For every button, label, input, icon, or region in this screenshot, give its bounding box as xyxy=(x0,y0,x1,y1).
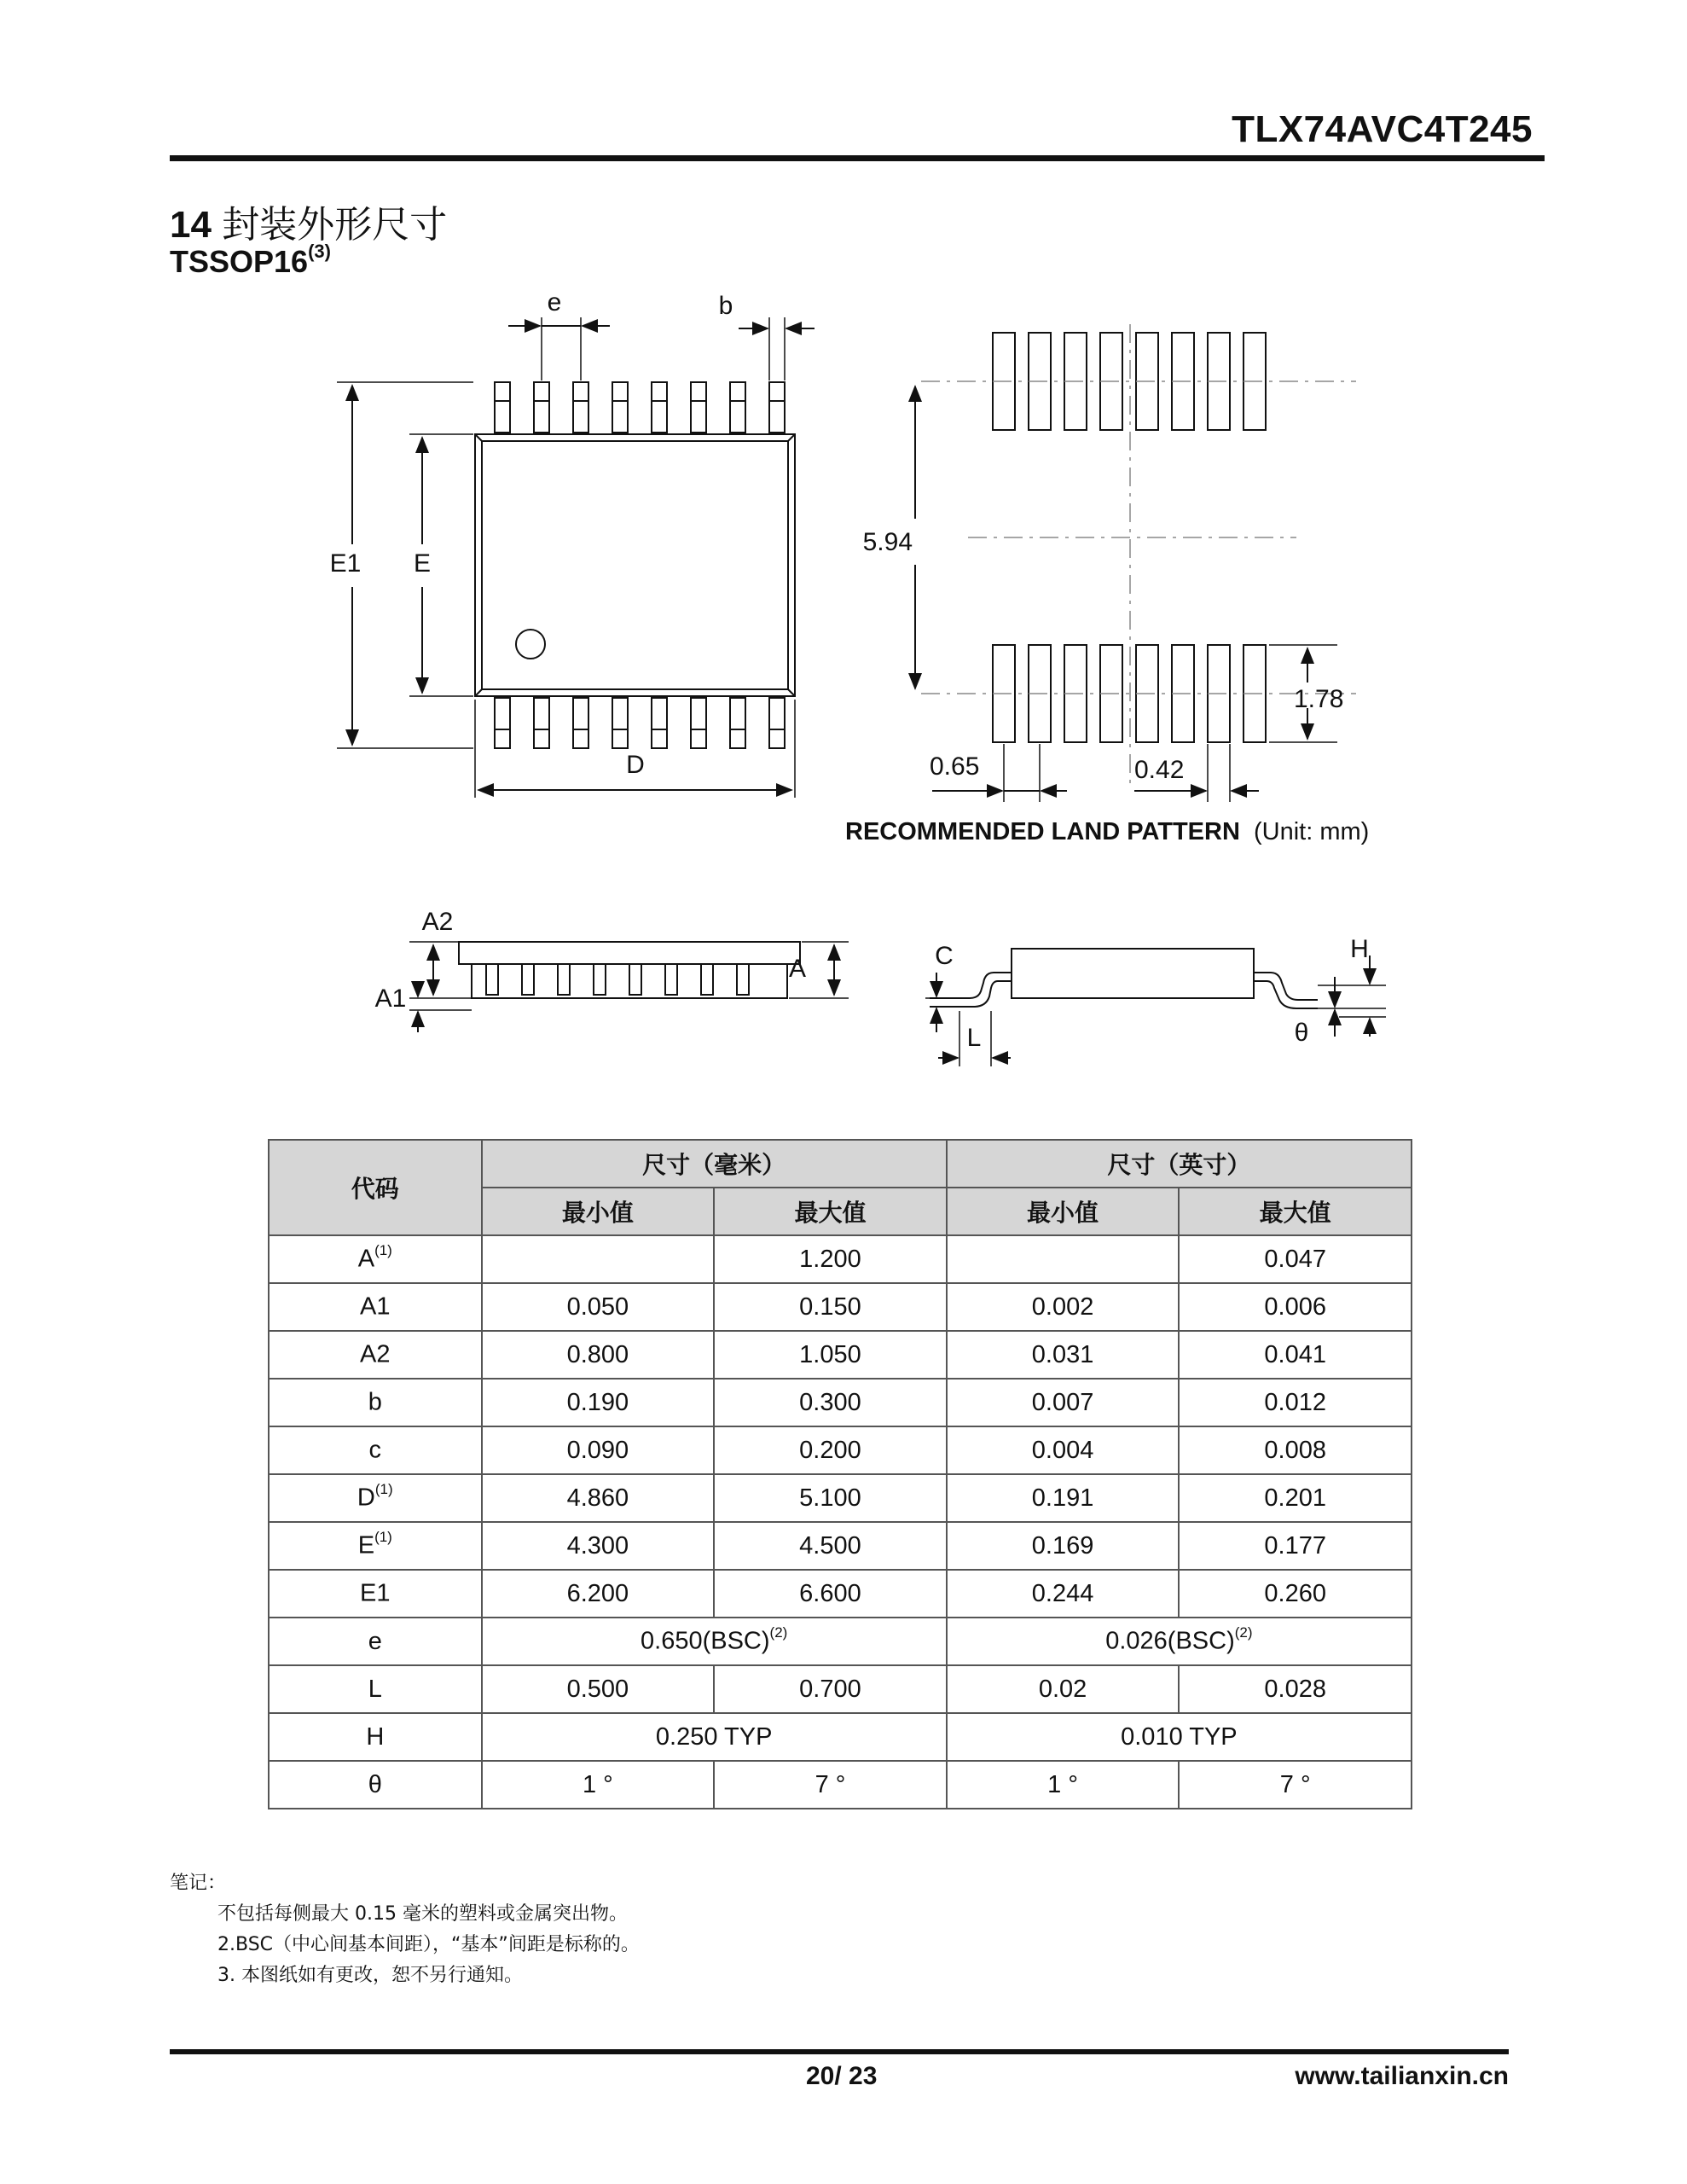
label-D: D xyxy=(626,751,645,779)
lead-detail-view xyxy=(925,949,1386,1066)
inch-max-cell: 0.008 xyxy=(1179,1426,1412,1474)
land-pattern-caption-unit: (Unit: mm) xyxy=(1253,818,1370,845)
mm-max-cell: 0.300 xyxy=(714,1379,947,1426)
code-cell: c xyxy=(269,1426,482,1474)
inch-max-cell: 0.028 xyxy=(1179,1665,1412,1713)
mm-max-cell: 7 ° xyxy=(714,1761,947,1809)
code-header: 代码 xyxy=(269,1140,482,1235)
mm-min-cell: 6.200 xyxy=(482,1570,715,1618)
inch-min-cell: 0.004 xyxy=(947,1426,1180,1474)
page-number: 20/ 23 xyxy=(806,2062,878,2090)
mm-max-cell: 0.200 xyxy=(714,1426,947,1474)
mm-max-cell: 0.700 xyxy=(714,1665,947,1713)
table-row xyxy=(269,1618,1412,1665)
inch-max-cell: 0.177 xyxy=(1179,1522,1412,1570)
table-row xyxy=(269,1331,1412,1379)
code-cell: $E^{(1)}$ xyxy=(269,1522,482,1570)
inch-max-cell: 0.047 xyxy=(1179,1235,1412,1283)
mm-max-header: 最大值 xyxy=(714,1188,947,1235)
table-row xyxy=(269,1522,1412,1570)
mm-max-cell: 1.050 xyxy=(714,1331,947,1379)
mm-min-cell: 0.800 xyxy=(482,1331,715,1379)
footer-rule xyxy=(170,2049,1509,2054)
inch-header: 尺寸（英寸） xyxy=(947,1140,1412,1188)
code-cell: H xyxy=(269,1713,482,1761)
mm-merged-cell: 0.250 TYP xyxy=(482,1713,947,1761)
code-cell: $A^{(1)}$ xyxy=(269,1235,482,1283)
inch-min-cell: 0.031 xyxy=(947,1331,1180,1379)
inch-min-cell: 0.169 xyxy=(947,1522,1180,1570)
code-cell: $D^{(1)}$ xyxy=(269,1474,482,1522)
label-e: e xyxy=(547,288,562,317)
section-title-text: 封装外形尺寸 xyxy=(222,203,448,247)
land-pattern xyxy=(915,324,1356,802)
label-H: H xyxy=(1350,935,1369,963)
land-pattern-caption-bold: RECOMMENDED LAND PATTERN xyxy=(845,818,1240,845)
inch-max-header: 最大值 xyxy=(1179,1188,1412,1235)
label-theta: θ xyxy=(1294,1019,1309,1047)
inch-max-cell: 0.041 xyxy=(1179,1331,1412,1379)
code-cell: A1 xyxy=(269,1283,482,1331)
mm-min-cell: 0.500 xyxy=(482,1665,715,1713)
table-row xyxy=(269,1235,1412,1283)
mm-header: 尺寸（毫米） xyxy=(482,1140,947,1188)
website-link[interactable]: www.tailianxin.cn xyxy=(1295,2062,1509,2090)
inch-min-cell: 1 ° xyxy=(947,1761,1180,1809)
code-cell: b xyxy=(269,1379,482,1426)
inch-max-cell: 0.260 xyxy=(1179,1570,1412,1618)
label-A: A xyxy=(788,955,807,983)
mm-merged-cell: 0.650(BSC)$^{(2)}$ xyxy=(482,1618,947,1665)
mm-min-header: 最小值 xyxy=(482,1188,715,1235)
table-header-row xyxy=(269,1140,1412,1188)
table-row xyxy=(269,1761,1412,1809)
inch-max-cell: 0.201 xyxy=(1179,1474,1412,1522)
mm-max-cell: 4.500 xyxy=(714,1522,947,1570)
table-row xyxy=(269,1283,1412,1331)
label-A1: A1 xyxy=(374,985,407,1013)
code-cell: θ xyxy=(269,1761,482,1809)
mm-min-cell: 4.860 xyxy=(482,1474,715,1522)
inch-max-cell: 0.006 xyxy=(1179,1283,1412,1331)
code-cell: e xyxy=(269,1618,482,1665)
label-E1: E1 xyxy=(329,549,362,578)
notes xyxy=(170,1868,640,1991)
notes-title: 笔记： xyxy=(170,1873,227,1894)
mm-min-cell: 0.090 xyxy=(482,1426,715,1474)
mm-min-cell: 1 ° xyxy=(482,1761,715,1809)
package-name-text: TSSOP16 xyxy=(170,244,309,279)
inch-min-cell xyxy=(947,1235,1180,1283)
label-E: E xyxy=(413,549,432,578)
mm-max-cell: 5.100 xyxy=(714,1474,947,1522)
mm-min-cell: 4.300 xyxy=(482,1522,715,1570)
note-item: 2.BSC（中心间基本间距），“基本”间距是标称的。 xyxy=(217,1934,640,1955)
table-row xyxy=(269,1474,1412,1522)
note-item: 3. 本图纸如有更改，恕不另行通知。 xyxy=(217,1965,523,1986)
label-042: 0.42 xyxy=(1134,756,1185,784)
label-178: 1.78 xyxy=(1294,685,1344,713)
table-body xyxy=(269,1235,1412,1809)
label-065: 0.65 xyxy=(930,752,980,781)
inch-min-cell: 0.007 xyxy=(947,1379,1180,1426)
code-cell: A2 xyxy=(269,1331,482,1379)
label-L: L xyxy=(966,1024,982,1052)
inch-min-cell: 0.244 xyxy=(947,1570,1180,1618)
part-number: TLX74AVC4T245 xyxy=(1232,108,1533,150)
inch-min-cell: 0.02 xyxy=(947,1665,1180,1713)
inch-merged-cell: 0.010 TYP xyxy=(947,1713,1412,1761)
inch-min-cell: 0.191 xyxy=(947,1474,1180,1522)
inch-max-cell: 7 ° xyxy=(1179,1761,1412,1809)
mm-max-cell: 1.200 xyxy=(714,1235,947,1283)
package-note-ref: (3) xyxy=(308,241,331,262)
side-view xyxy=(409,942,849,1032)
label-C: C xyxy=(935,942,954,970)
mm-max-cell: 0.150 xyxy=(714,1283,947,1331)
note-item: 不包括每侧最大 0.15 毫米的塑料或金属突出物。 xyxy=(217,1903,628,1925)
table-row xyxy=(269,1713,1412,1761)
inch-min-header: 最小值 xyxy=(947,1188,1180,1235)
inch-merged-cell: 0.026(BSC)$^{(2)}$ xyxy=(947,1618,1412,1665)
section-number: 14 xyxy=(170,204,212,246)
top-view xyxy=(337,317,815,798)
table-row xyxy=(269,1379,1412,1426)
label-b: b xyxy=(718,292,733,320)
mm-min-cell xyxy=(482,1235,715,1283)
top-leads xyxy=(495,382,785,433)
bottom-leads xyxy=(495,698,785,748)
table-row xyxy=(269,1665,1412,1713)
mm-max-cell: 6.600 xyxy=(714,1570,947,1618)
table-row xyxy=(269,1426,1412,1474)
side-view-leads xyxy=(486,964,749,995)
inch-max-cell: 0.012 xyxy=(1179,1379,1412,1426)
table-row xyxy=(269,1570,1412,1618)
code-cell: E1 xyxy=(269,1570,482,1618)
dimensions-table xyxy=(268,1139,1412,1809)
mm-min-cell: 0.190 xyxy=(482,1379,715,1426)
mm-min-cell: 0.050 xyxy=(482,1283,715,1331)
label-594: 5.94 xyxy=(862,528,913,556)
land-pattern-caption xyxy=(845,818,1369,845)
code-cell: L xyxy=(269,1665,482,1713)
label-A2: A2 xyxy=(421,908,454,936)
inch-min-cell: 0.002 xyxy=(947,1283,1180,1331)
